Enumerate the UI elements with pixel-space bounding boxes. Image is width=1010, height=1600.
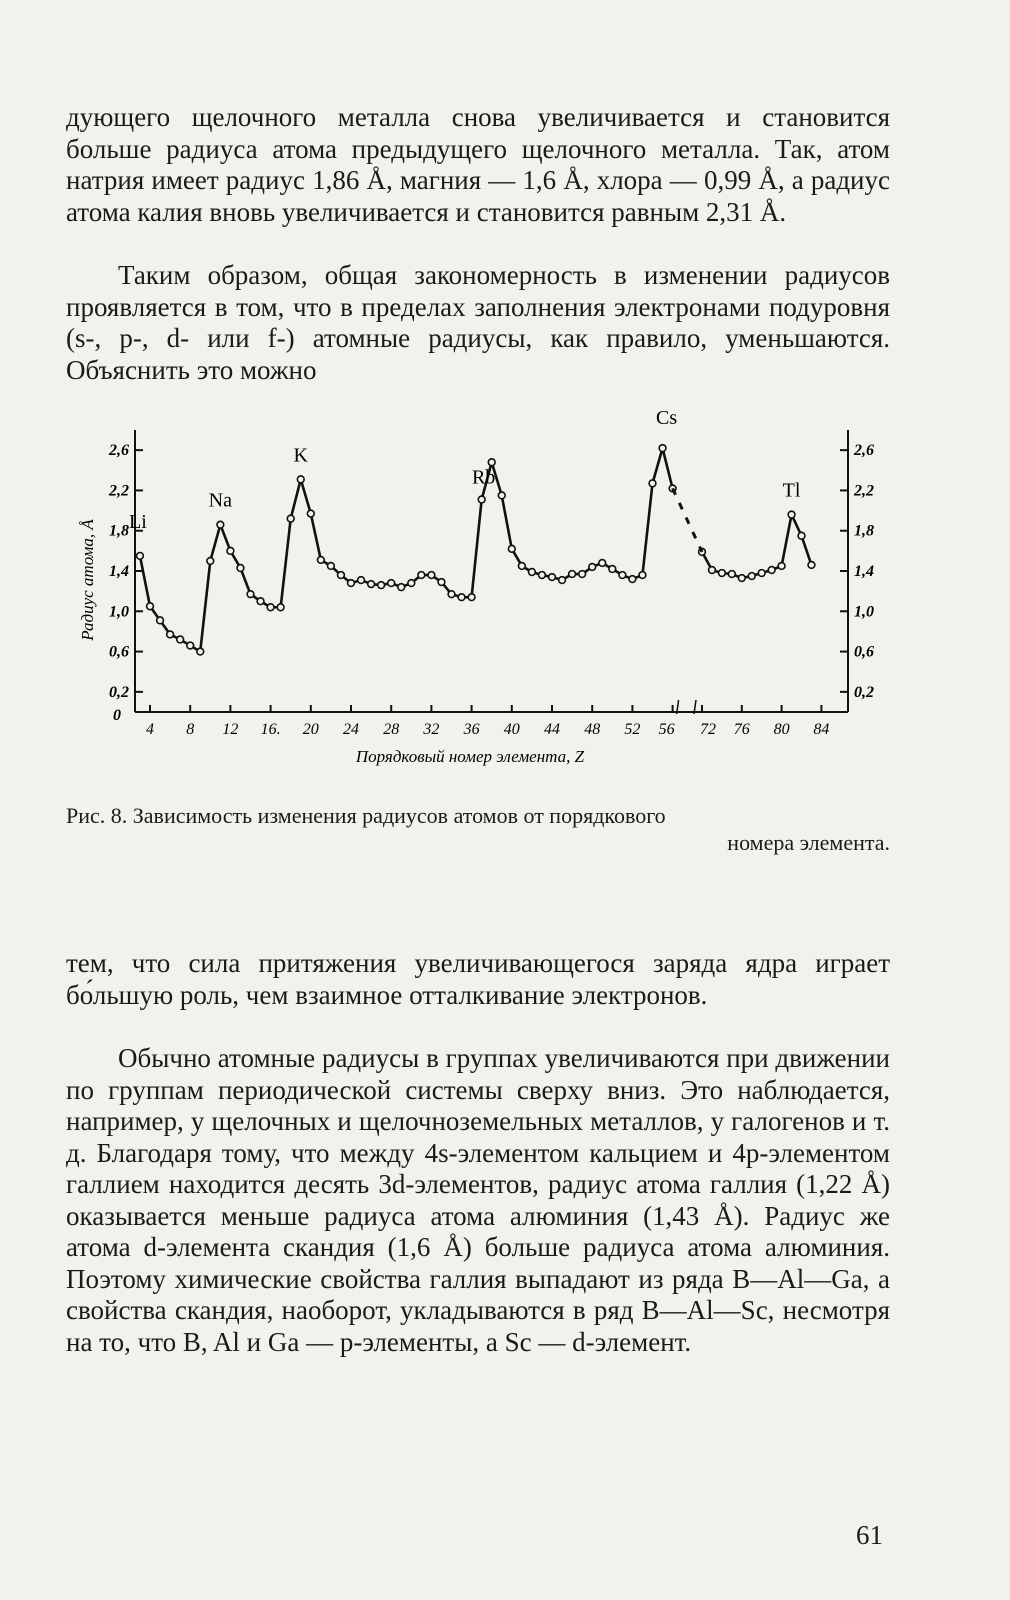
data-point xyxy=(709,567,716,574)
data-point xyxy=(408,580,415,587)
paragraph-1: дующего щелочного металла снова увеличивается и становится больше радиуса атома предыдущего щелочного металла. Так, атом натрия имеет радиус 1,86 Å, магния — 1,6 Å, хлора — 0,99 Å, а радиус атома калия вновь увеличивается и становится равным 2,31 Å. xyxy=(66,102,890,227)
x-tick-label: 52 xyxy=(624,721,641,738)
data-point xyxy=(808,562,815,569)
data-point xyxy=(438,579,445,586)
element-label-na: Na xyxy=(208,489,233,512)
data-point xyxy=(579,571,586,578)
x-tick-label: 56 xyxy=(658,721,675,738)
data-point xyxy=(639,572,646,579)
figure-caption xyxy=(66,802,890,856)
element-label-rb: Rb xyxy=(471,466,496,489)
y-tick-label-right: 1,4 xyxy=(854,563,874,580)
data-point xyxy=(197,648,204,655)
caption-line-1: Рис. 8. Зависимость изменения радиусов атомов от порядкового xyxy=(66,803,666,828)
data-point xyxy=(267,604,274,611)
data-point xyxy=(778,563,785,570)
paragraph-3: тем, что сила притяжения увеличивающегося заряда ядра играет бо́льшую роль, чем взаимное отталкивание электронов. xyxy=(66,948,890,1010)
data-point xyxy=(448,591,455,598)
data-point xyxy=(498,492,505,499)
x-tick-label: 8 xyxy=(186,721,195,738)
data-point xyxy=(599,560,606,567)
data-point xyxy=(629,576,636,583)
data-point xyxy=(768,567,775,574)
data-point xyxy=(317,557,324,564)
data-point xyxy=(559,577,566,584)
x-axis-title: Порядковый номер элемента, Z xyxy=(355,747,585,766)
data-point xyxy=(788,511,795,518)
data-point xyxy=(297,476,304,483)
data-point xyxy=(488,459,495,466)
data-point xyxy=(167,631,174,638)
data-point xyxy=(619,572,626,579)
figure-8-chart xyxy=(0,407,1010,800)
data-point xyxy=(428,572,435,579)
data-point xyxy=(338,572,345,579)
x-tick-label: 80 xyxy=(773,721,790,738)
data-point xyxy=(659,445,666,452)
data-point xyxy=(217,521,224,528)
data-point xyxy=(549,574,556,581)
data-point xyxy=(388,580,395,587)
element-label-tl: Tl xyxy=(782,479,801,502)
data-point xyxy=(157,617,164,624)
data-point xyxy=(748,573,755,580)
series-line-1 xyxy=(140,448,673,651)
data-point xyxy=(237,565,244,572)
y-tick-label-right: 0,6 xyxy=(854,643,874,661)
y-tick-label-left: 2,6 xyxy=(109,442,129,460)
data-point xyxy=(529,569,536,576)
data-point xyxy=(287,515,294,522)
element-label-k: K xyxy=(293,444,308,467)
y-tick-label-right: 2,2 xyxy=(854,482,874,500)
x-tick-label: 36 xyxy=(463,721,480,738)
radius-chart-svg xyxy=(0,407,1010,800)
data-point xyxy=(368,581,375,588)
series-line-2 xyxy=(702,515,811,578)
data-point xyxy=(728,571,735,578)
data-point xyxy=(257,598,264,605)
data-point xyxy=(589,564,596,571)
y-tick-label-right: 1,8 xyxy=(854,522,874,540)
data-point xyxy=(328,563,335,570)
x-tick-label: 16. xyxy=(260,721,281,738)
data-point xyxy=(468,594,475,601)
y-tick-label-right: 1,0 xyxy=(854,603,874,621)
data-point xyxy=(418,572,425,579)
y-axis-title: Радиус атома, Å xyxy=(78,519,97,641)
data-point xyxy=(187,642,194,649)
data-point xyxy=(247,591,254,598)
data-point xyxy=(518,563,525,570)
y-tick-label-left: 0,2 xyxy=(109,683,129,701)
y-tick-label-right: 0,2 xyxy=(854,683,874,701)
data-point xyxy=(458,594,465,601)
x-tick-label: 32 xyxy=(423,721,440,738)
caption-line-2: номера элемента. xyxy=(727,830,890,855)
data-point xyxy=(478,496,485,503)
data-point xyxy=(798,532,805,539)
data-point xyxy=(307,510,314,517)
y-tick-label-left: 0,6 xyxy=(109,643,129,661)
data-point xyxy=(609,566,616,573)
x-tick-label: 4 xyxy=(146,721,154,738)
data-point xyxy=(508,545,515,552)
data-point xyxy=(758,570,765,577)
y-tick-label-left: 1,8 xyxy=(109,522,129,540)
x-tick-label: 48 xyxy=(584,721,601,738)
y-tick-label-right: 2,6 xyxy=(854,442,874,460)
element-label-cs: Cs xyxy=(655,407,678,430)
data-point xyxy=(378,582,385,589)
paragraph-4: Обычно атомные радиусы в группах увеличиваются при движении по группам периодической системы сверху вниз. Это наблюдается, например, у щелочных и щелочноземельных металлов, у галогенов и т. д. Благодаря тому, что между 4s-элементом кальцием и 4p-элементом галлием находится десять 3d-элементов, радиус атома галлия (1,22 Å) оказывается меньше радиуса атома алюминия (1,43 Å). Радиус же атома d-элемента скандия (1,6 Å) больше радиуса атома алюминия. Поэтому химические свойства галлия выпадают из ряда B—Al—Ga, а свойства скандия, наоборот, укладываются в ряд B—Al—Sc, несмотря на то, что B, Al и Ga — p-элементы, а Sc — d-элемент. xyxy=(66,1043,890,1357)
x-tick-label: 24 xyxy=(343,721,359,738)
y-tick-label-left: 2,2 xyxy=(109,482,129,500)
data-point xyxy=(738,575,745,582)
x-tick-label: 84 xyxy=(813,721,830,738)
data-point xyxy=(207,558,214,565)
x-tick-label: 44 xyxy=(544,721,560,738)
data-point xyxy=(539,572,546,579)
x-tick-label: 20 xyxy=(302,721,319,738)
data-point xyxy=(348,580,355,587)
x-tick-label: 72 xyxy=(700,721,716,738)
lanthanide-gap-dashed-line xyxy=(673,488,702,551)
x-tick-label: 12 xyxy=(222,721,239,738)
data-point xyxy=(137,552,144,559)
paragraph-2: Таким образом, общая закономерность в изменении радиусов проявляется в том, что в пределах заполнения электронами подуровня (s-, p-, d- или f-) атомные радиусы, как правило, уменьшаются. Объяснить это можно xyxy=(66,260,890,385)
x-tick-label: 40 xyxy=(503,721,520,738)
y-tick-label-left: 1,4 xyxy=(109,563,129,580)
page-number: 61 xyxy=(856,1520,883,1550)
element-label-li: Li xyxy=(129,510,147,533)
y-tick-label-left: 1,0 xyxy=(109,603,129,621)
data-point xyxy=(277,604,284,611)
data-point xyxy=(649,480,656,487)
x-tick-label: 76 xyxy=(733,721,750,738)
data-point xyxy=(177,636,184,643)
data-point xyxy=(719,570,726,577)
y-zero-label: 0 xyxy=(113,707,121,724)
data-point xyxy=(227,547,234,554)
data-point xyxy=(398,584,405,591)
data-point xyxy=(147,603,154,610)
data-point xyxy=(569,571,576,578)
x-tick-label: 28 xyxy=(383,721,400,738)
data-point xyxy=(358,577,365,584)
